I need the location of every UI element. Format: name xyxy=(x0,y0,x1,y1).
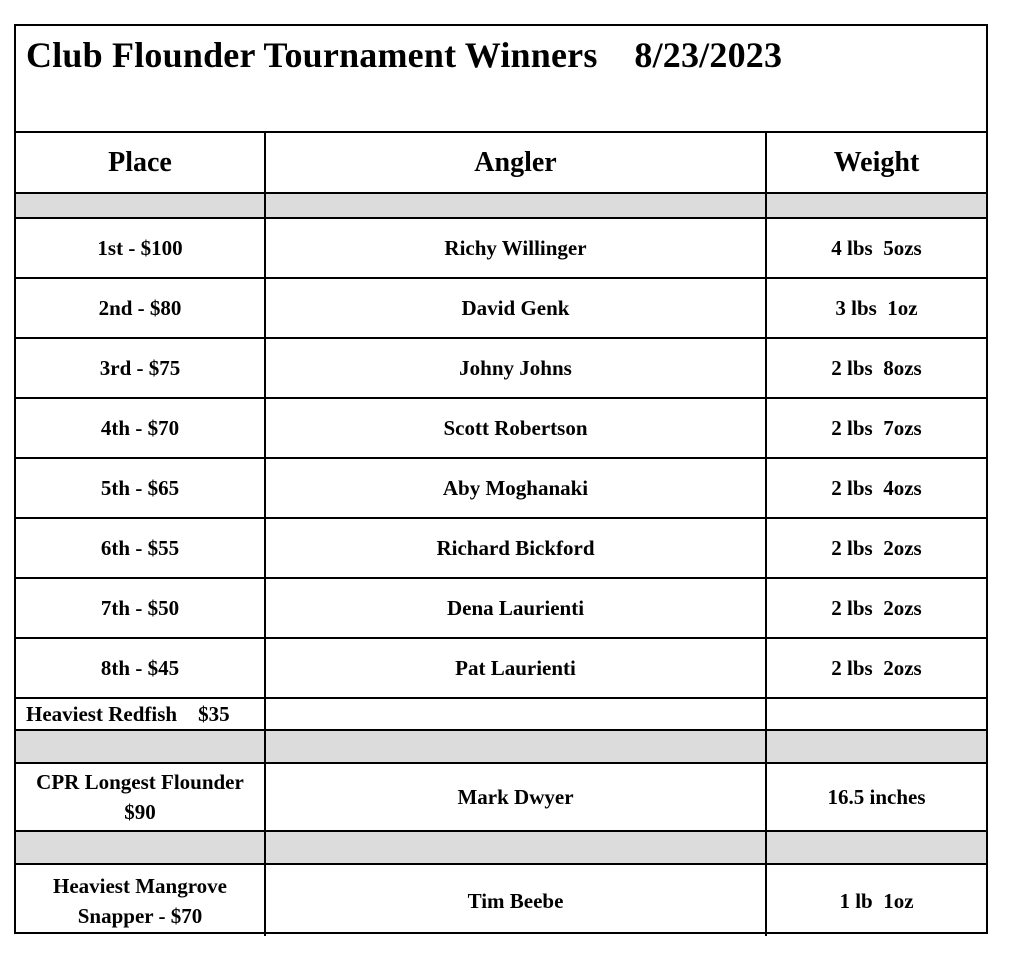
weight-cell: 3 lbs 1oz xyxy=(766,278,986,338)
snapper-angler-cell: Tim Beebe xyxy=(265,864,766,936)
spacer-row xyxy=(16,193,986,218)
table-row xyxy=(16,338,986,398)
results-sheet xyxy=(14,24,988,934)
table-row xyxy=(16,638,986,698)
weight-cell: 2 lbs 2ozs xyxy=(766,578,986,638)
weight-cell: 2 lbs 2ozs xyxy=(766,638,986,698)
snapper-place-line2: Snapper - $70 xyxy=(77,903,203,928)
snapper-place-line1: Heaviest Mangrove xyxy=(53,873,227,898)
table-row xyxy=(16,218,986,278)
table-row xyxy=(16,578,986,638)
angler-cell: Aby Moghanaki xyxy=(265,458,766,518)
angler-cell: Scott Robertson xyxy=(265,398,766,458)
weight-cell: 4 lbs 5ozs xyxy=(766,218,986,278)
place-cell: 3rd - $75 xyxy=(16,338,265,398)
table-row xyxy=(16,398,986,458)
place-cell: 6th - $55 xyxy=(16,518,265,578)
place-cell: 4th - $70 xyxy=(16,398,265,458)
table-row xyxy=(16,458,986,518)
table-row xyxy=(16,518,986,578)
longest-flounder-angler-cell: Mark Dwyer xyxy=(265,763,766,831)
longest-flounder-row xyxy=(16,763,986,831)
header-row xyxy=(16,133,986,193)
redfish-weight-cell xyxy=(766,698,986,730)
weight-cell: 2 lbs 4ozs xyxy=(766,458,986,518)
results-table xyxy=(16,133,986,936)
page-title: Club Flounder Tournament Winners 8/23/2023 xyxy=(26,35,783,75)
spacer-row xyxy=(16,831,986,864)
angler-cell: Johny Johns xyxy=(265,338,766,398)
place-cell: 5th - $65 xyxy=(16,458,265,518)
longest-flounder-place-line1: CPR Longest Flounder xyxy=(36,770,244,794)
snapper-place-cell xyxy=(16,864,265,936)
angler-cell: Dena Laurienti xyxy=(265,578,766,638)
angler-cell: Pat Laurienti xyxy=(265,638,766,698)
longest-flounder-place-line2: $90 xyxy=(124,800,156,824)
header-place: Place xyxy=(16,133,265,193)
weight-cell: 2 lbs 2ozs xyxy=(766,518,986,578)
place-cell: 2nd - $80 xyxy=(16,278,265,338)
place-cell: 8th - $45 xyxy=(16,638,265,698)
place-cell: 1st - $100 xyxy=(16,218,265,278)
longest-flounder-weight-cell: 16.5 inches xyxy=(766,763,986,831)
weight-cell: 2 lbs 7ozs xyxy=(766,398,986,458)
snapper-weight-cell: 1 lb 1oz xyxy=(766,864,986,936)
snapper-row xyxy=(16,864,986,936)
weight-cell: 2 lbs 8ozs xyxy=(766,338,986,398)
redfish-row xyxy=(16,698,986,730)
place-cell: 7th - $50 xyxy=(16,578,265,638)
angler-cell: Richard Bickford xyxy=(265,518,766,578)
angler-cell: Richy Willinger xyxy=(265,218,766,278)
table-row xyxy=(16,278,986,338)
header-weight: Weight xyxy=(766,133,986,193)
redfish-place-cell: Heaviest Redfish $35 xyxy=(16,698,265,730)
title-row xyxy=(16,26,986,133)
angler-cell: David Genk xyxy=(265,278,766,338)
spacer-row xyxy=(16,730,986,763)
redfish-angler-cell xyxy=(265,698,766,730)
longest-flounder-place-cell xyxy=(16,763,265,831)
header-angler: Angler xyxy=(265,133,766,193)
